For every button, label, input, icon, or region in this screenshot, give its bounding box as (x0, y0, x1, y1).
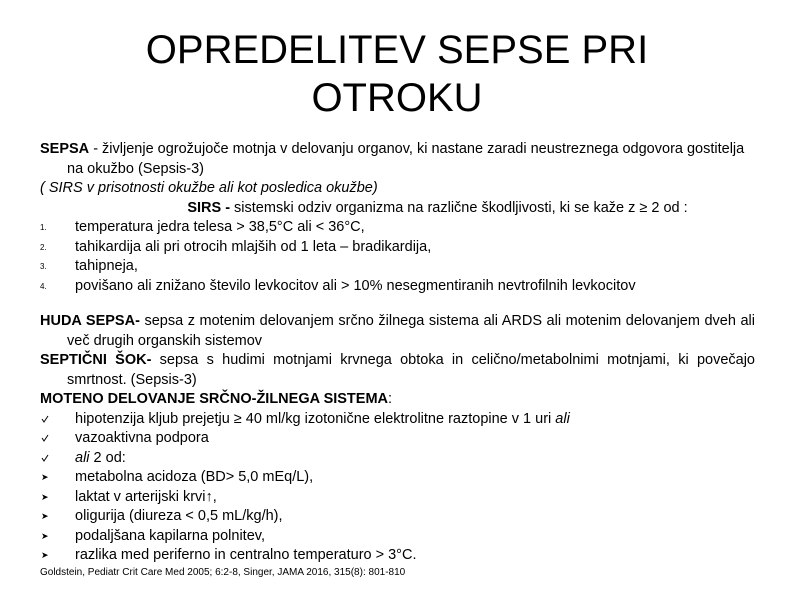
list-text-italic: ali (555, 410, 570, 427)
list-text: vazoaktivna podpora (75, 430, 209, 446)
moteno-heading (40, 390, 755, 410)
list-text: tahikardija ali pri otrocih mlajših od 1 leta – bradikardija, (75, 238, 432, 255)
arrow-bullet-icon: ➤ (41, 550, 49, 560)
title-line-1: OPREDELITEV SEPSE PRI (145, 28, 649, 72)
list-text: laktat v arterijski krvi↑, (75, 488, 217, 505)
list-text: razlika med periferno in centralno temperaturo > 3°C. (75, 547, 417, 563)
huda-sepsa-term: HUDA SEPSA- (40, 313, 140, 329)
list-text: tahipneja, (75, 258, 138, 274)
list-item (40, 218, 755, 238)
list-item (40, 507, 755, 527)
list-item (40, 546, 755, 566)
list-item (40, 468, 755, 488)
sirs-note: ( SIRS v prisotnosti okužbe ali kot posledica okužbe) (40, 180, 378, 196)
sirs-definition (40, 199, 755, 219)
checkmark-bullet-icon (41, 429, 49, 449)
arrow-bullet-icon: ➤ (41, 472, 49, 482)
sepsa-term: SEPSA (40, 141, 90, 157)
list-item (40, 238, 755, 258)
septicni-sok-term: SEPTIČNI ŠOK- (40, 352, 152, 368)
checkmark-bullet-icon (41, 410, 49, 430)
huda-sepsa-text: sepsa z motenim delovanjem srčno žilnega sistema ali ARDS ali motenim delovanjem dveh ali več drugih organskih sistemov (67, 313, 755, 349)
list-text: podaljšana kapilarna polnitev, (75, 527, 265, 544)
page-title (100, 26, 694, 122)
list-text: 2 od: (89, 449, 126, 466)
septicni-sok-text: sepsa s hudimi motnjami krvnega obtoka in celično/metabolnimi motnjami, ki povečajo smrtnost. (Sepsis-3) (67, 352, 755, 388)
list-item (40, 527, 755, 547)
list-text: hipotenzija kljub prejetju ≥ 40 ml/kg izotonične elektrolitne raztopine v 1 uri (75, 410, 556, 427)
list-text: oligurija (diureza < 0,5 mL/kg/h), (75, 508, 283, 524)
septicni-sok-definition (40, 351, 755, 390)
list-number: 4. (40, 281, 47, 291)
reference-citation: Goldstein, Pediatr Crit Care Med 2005; 6:2-8, Singer, JAMA 2016, 315(8): 801-810 (40, 566, 406, 578)
list-item (40, 429, 755, 449)
list-number: 3. (40, 262, 47, 271)
list-text-italic: ali (75, 449, 90, 466)
list-text: metabolna acidoza (BD> 5,0 mEq/L), (75, 469, 314, 485)
content-body (40, 140, 755, 580)
arrow-bullet-icon: ➤ (41, 511, 49, 521)
arrow-bullet-icon: ➤ (41, 491, 49, 502)
list-number: 1. (40, 223, 47, 232)
list-number: 2. (40, 242, 47, 252)
list-text: temperatura jedra telesa > 38,5°C ali < 36°C, (75, 219, 365, 235)
list-text: povišano ali znižano število levkocitov ali > 10% nesegmentiranih nevtrofilnih levkocitov (75, 277, 636, 294)
list-item (40, 257, 755, 277)
sepsa-text: - življenje ogrožujoče motnja v delovanju organov, ki nastane zaradi neustreznega odgovora gostitelja na okužbo (Sepsis-3) (67, 141, 745, 177)
criteria-list (40, 218, 755, 296)
checkmark-bullet-icon (41, 449, 49, 469)
sirs-text: sistemski odziv organizma na različne škodljivosti, ki se kaže z ≥ 2 od : (230, 199, 688, 216)
cv-list (40, 410, 755, 469)
list-item (40, 488, 755, 508)
list-item (40, 277, 755, 297)
sirs-term: SIRS - (187, 199, 231, 216)
list-item (40, 410, 755, 430)
title-line-2: OTROKU (311, 76, 483, 120)
arrow-bullet-icon: ➤ (41, 530, 49, 541)
moteno-heading-text: MOTENO DELOVANJE SRČNO-ŽILNEGA SISTEMA (40, 391, 389, 407)
sepsa-definition (40, 140, 755, 179)
huda-sepsa-definition (40, 312, 755, 351)
sub-list (40, 468, 755, 566)
moteno-colon: : (388, 391, 393, 407)
list-item (40, 449, 755, 469)
